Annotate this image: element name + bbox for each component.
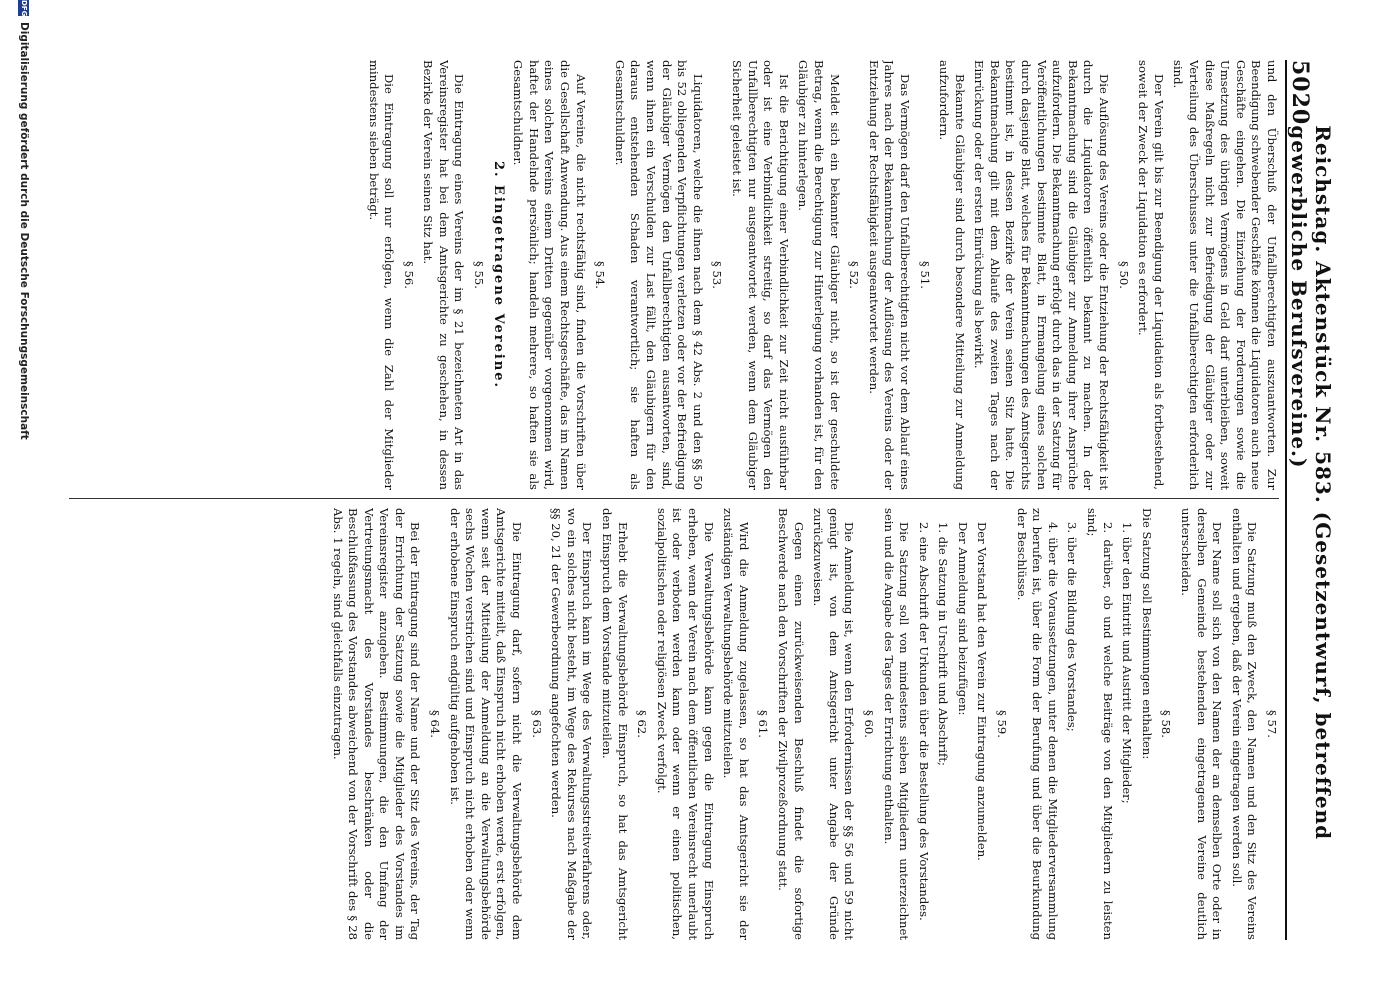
paragraph: Ist die Berichtigung einer Verbindlichkeit zur Zeit nicht ausführbar oder ist eine Verbindlichkeit streitig, so darf das Vermögen den Unfallberechtigten nur ausgeantwortet werden, wenn dem Gläubiger Sicherheit geleistet ist. — [730, 60, 791, 490]
paragraph: und den Überschuß der Unfallberechtigten auszuantworten. Zur Beendigung schwebender Geschäfte können die Liquidatoren auch neue Geschäfte eingehen. Die Einziehung der Forderungen sowie die Umsetzung des übrigen Vermögens in Geld darf unterbleiben, soweit diese Maßregeln nicht zur Befriedigung der Gläubiger oder zur Verteilung des Überschusses unter die Unfallberechtigten erforderlich sind. — [1171, 60, 1279, 490]
list-item: 3. über die Bildung des Vorstandes; — [1065, 522, 1080, 732]
paragraph: Die Eintragung darf, sofern nicht die Verwaltungsbehörde dem Amtsgerichte mitteilt, daß Einspruch nicht erhoben werde, erst erfolgen, wenn seit der Mitteilung der Anmeldung an die Verwaltungsbehörde sechs Wochen verstrichen sind und Einspruch nicht erhoben oder wenn der erhobene Einspruch endgültig aufgehoben ist. — [447, 508, 525, 940]
list-item: 4. über die Voraussetzungen, unter denen die Mitgliederversammlung zu berufen ist, über die Form der Berufung und über die Beurkundung der Beschlüsse. — [1014, 508, 1060, 940]
paragraph: Der Name soll sich von den Namen der an demselben Orte oder in derselben Gemeinde bestehenden eingetragenen Vereine deutlich unterscheiden. — [1179, 508, 1225, 940]
paragraph: Die Satzung soll Bestimmungen enthalten: — [1139, 508, 1154, 760]
paragraph: Gegen einen zurückweisenden Beschluß findet die sofortige Beschwerde nach den Vorschriften der Zivilprozeßordnung statt. — [775, 508, 806, 940]
digitization-footer — [17, 0, 31, 1000]
paragraph: Wird die Anmeldung zugelassen, so hat das Amtsgericht sie der zuständigen Verwaltungsbehörde mitzuteilen. — [721, 508, 751, 940]
paragraph: Der Anmeldung sind beizufügen: — [955, 522, 970, 716]
digitization-note: Digitalisierung gefördert durch die Deutsche Forschungsgemeinschaft — [18, 22, 30, 440]
paragraph: Der Einspruch kann im Wege des Verwaltungsstreitverfahrens oder, wo ein solches nicht besteht, im Wege des Rekurses nach Maßgabe der §§ 20, 21 der Gewerbeordnung angefochten werden. — [549, 508, 595, 940]
section-heading: § 63. — [529, 710, 544, 738]
section-heading: § 62. — [635, 710, 650, 738]
list-item: 2. darüber, ob und welche Beiträge von den Mitgliedern zu leisten sind; — [1085, 508, 1115, 940]
section-heading: § 50. — [1116, 261, 1131, 289]
left-column — [59, 60, 1279, 490]
paragraph: Die Verwaltungsbehörde kann gegen die Eintragung Einspruch erheben, wenn der Verein nach dem öffentlichen Vereinsrecht unerlaubt ist oder verboten werden kann oder wenn er einen politischen, sozialpolitischen oder religiösen Zweck verfolgt. — [654, 508, 716, 940]
section-heading: § 64. — [428, 710, 443, 738]
section-heading: § 52. — [847, 261, 862, 289]
section-heading: § 58. — [1159, 710, 1174, 738]
section-heading: § 57. — [1265, 710, 1279, 738]
section-heading: § 53. — [710, 261, 725, 289]
paragraph: Meldet sich ein bekannter Gläubiger nicht, so ist der geschuldete Betrag, wenn die Berechtigung zur Hinterlegung vorhanden ist, für den Gläubiger zu hinterlegen. — [796, 60, 842, 490]
page-title: Reichstag. Aktenstück Nr. 583. (Gesetzentwurf, betreffend gewerbliche Berufsvereine.) — [1287, 125, 1335, 841]
paragraph: Bekannte Gläubiger sind durch besondere Mitteilung zur Anmeldung aufzufordern. — [937, 60, 967, 490]
column-divider — [69, 498, 1279, 499]
paragraph: Der Verein gilt bis zur Beendigung der Liquidation als fortbestehend, soweit der Zweck der Liquidation es erfordert. — [1136, 60, 1166, 490]
paragraph: Der Vorstand hat den Verein zur Eintragung anzumelden. — [975, 522, 990, 861]
paragraph: Erhebt die Verwaltungsbehörde Einspruch, so hat das Amtsgericht den Einspruch dem Vorstande mitzuteilen. — [600, 508, 630, 940]
paragraph: Liquidatoren, welche die ihnen nach dem § 42 Abs. 2 und den §§ 50 bis 52 obliegenden Verpflichtungen verletzen oder vor der Befriedigung der Gläubiger Vermögen den Unfallberechtigten ausantworten, sind, wenn ihnen ein Verschulden zur Last fällt, den Gläubigern für den daraus entstehenden Schaden verantwortlich; sie haften als Gesamtschuldner. — [612, 60, 705, 490]
paragraph: Auf Vereine, die nicht rechtsfähig sind, finden die Vorschriften über die Gesellschaft Anwendung. Aus einem Rechtsgeschäfte, das im Namen eines solchen Vereins einem Dritten gegenüber vorgenommen wird, haftet der Handelnde persönlich; handeln mehrere, so haften sie als Gesamtschuldner. — [511, 60, 588, 490]
list-item: 1. die Satzung in Urschrift und Abschrift; — [936, 522, 951, 766]
section-heading: § 59. — [995, 710, 1010, 738]
paragraph: Die Satzung muß den Zweck, den Namen und den Sitz des Vereins enthalten und ergeben, daß der Verein eingetragen werden soll. — [1229, 508, 1260, 940]
chapter-heading: 2. Eingetragene Vereine. — [490, 160, 506, 390]
section-heading: § 55. — [472, 261, 487, 289]
page-header — [1285, 60, 1335, 940]
dfg-logo: DFG — [20, 0, 29, 17]
paragraph: Die Eintragung soll nur erfolgen, wenn die Zahl der Mitglieder mindestens sieben beträgt. — [366, 60, 397, 490]
paragraph: Die Anmeldung ist, wenn den Erfordernissen der §§ 56 und 59 nicht genügt ist, von dem Amtsgericht unter Angabe der Gründe zurückzuweisen. — [811, 508, 857, 940]
section-heading: § 60. — [861, 710, 876, 738]
paragraph: Die Satzung soll von mindestens sieben Mitgliedern unterzeichnet sein und die Angabe des Tages der Errichtung enthalten. — [881, 508, 912, 940]
paragraph: Die Eintragung eines Vereins der im § 21 bezeichneten Art in das Vereinsregister hat bei dem Amtsgerichte zu geschehen, in dessen Bezirke der Verein seinen Sitz hat. — [421, 60, 467, 490]
section-heading: § 54. — [593, 261, 608, 289]
paragraph: Bei der Eintragung sind der Name und der Sitz des Vereins, der Tag der Errichtung der Satzung sowie die Mitglieder des Vorstandes im Vereinsregister anzugeben. Bestimmungen, die den Umfang der Vertretungsmacht des Vorstandes beschränken oder die Beschlußfassung des Vorstandes abweichend von der Vorschrift des § 28 Abs. 1 regeln, sind gleichfalls einzutragen. — [330, 508, 423, 940]
paragraph: Das Vermögen darf den Unfallberechtigten nicht vor dem Ablauf eines Jahres nach der Bekanntmachung der Auflösung des Vereins oder der Entziehung der Rechtsfähigkeit ausgeantwortet werden. — [866, 60, 912, 490]
section-heading: § 61. — [756, 710, 771, 738]
paragraph: Die Auflösung des Vereins oder die Entziehung der Rechtsfähigkeit ist durch die Liquidatoren öffentlich bekannt zu machen. In der Bekanntmachung sind die Gläubiger zur Anmeldung ihrer Ansprüche aufzufordern. Die Bekanntmachung erfolgt durch das in der Satzung für Veröffentlichungen bestimmte Blatt, in Ermangelung eines solchen durch dasjenige Blatt, welches für Bekanntmachungen des Amtsgerichts bestimmt ist, in dessen Bezirke der Verein seinen Sitz hatte. Die Bekanntmachung gilt mit dem Ablaufe des zweiten Tages nach der Einrückung oder der ersten Einrückung als bewirkt. — [972, 60, 1112, 490]
section-heading: § 56. — [401, 261, 416, 289]
list-item: 2. eine Abschrift der Urkunden über die Bestellung des Vorstandes. — [916, 522, 931, 921]
page-number: 5020 — [1287, 60, 1313, 126]
section-heading: § 51. — [917, 261, 932, 289]
right-column — [59, 508, 1279, 940]
list-item: 1. über den Eintritt und Austritt der Mitglieder; — [1120, 522, 1135, 804]
